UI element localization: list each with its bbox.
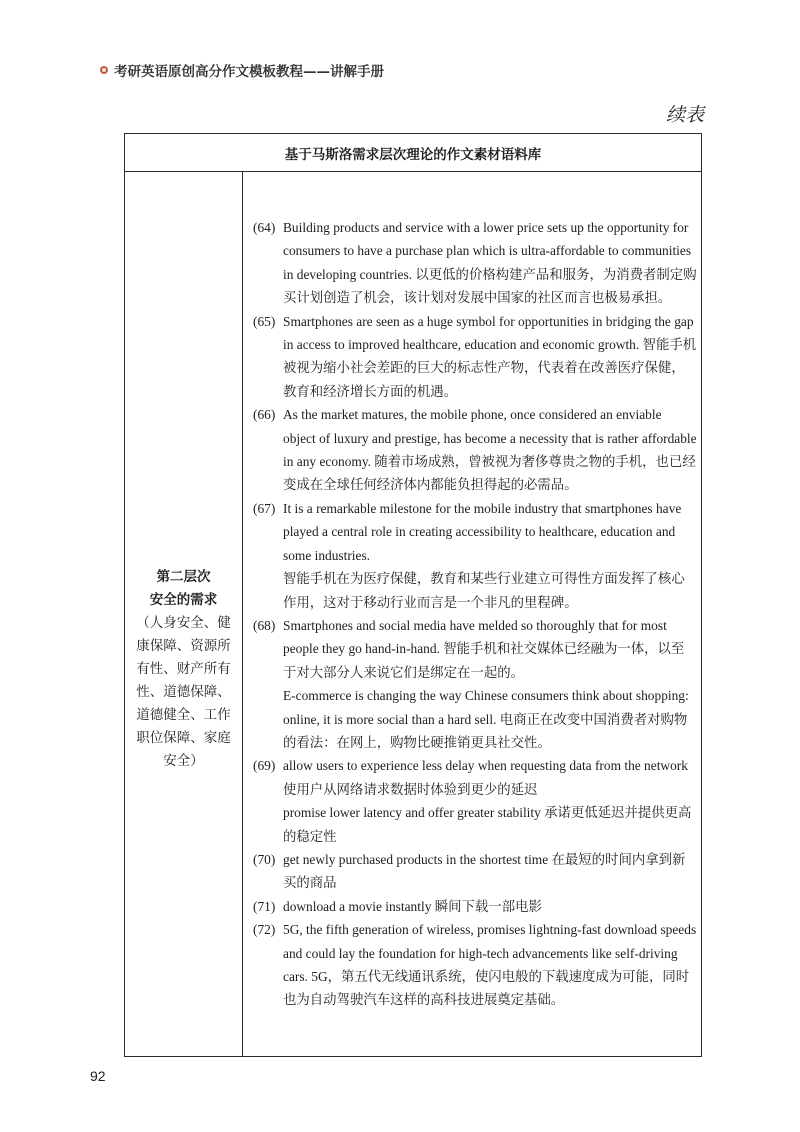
table-title: 基于马斯洛需求层次理论的作文素材语料库 xyxy=(125,134,701,172)
corpus-entry xyxy=(253,614,697,754)
corpus-entry xyxy=(253,310,697,404)
entry-number: (64) xyxy=(253,220,276,235)
entry-text: 智能手机在为医疗保健，教育和某些行业建立可得性方面发挥了核心作用，这对于移动行业而言是一个非凡的里程碑。 xyxy=(283,571,685,610)
bullet-icon xyxy=(100,66,108,74)
level-description: （人身安全、健康保障、资源所有性、财产所有性、道德保障、道德健全、工作职位保障、家庭安全） xyxy=(136,614,231,769)
running-header xyxy=(100,60,384,80)
entry-text: allow users to experience less delay when requesting data from the network 使用户从网络请求数据时体验到更少的延迟 xyxy=(283,758,688,797)
entry-text: It is a remarkable milestone for the mobile industry that smartphones have played a central role in creating accessibility to healthcare, education and some industries. xyxy=(283,500,682,563)
level-cell xyxy=(125,172,243,1056)
entry-number: (70) xyxy=(253,851,276,867)
entry-number: (68) xyxy=(253,617,276,633)
entry-number: (71) xyxy=(253,898,276,914)
corpus-entry xyxy=(253,848,697,895)
entry-text: 5G, the fifth generation of wireless, promises lightning-fast download speeds and could lay the foundation for high-tech advancements like self-driving cars. 5G，第五代无线通讯系统，使闪电般的下载速度成为可能，同时也为自动驾驶汽车这样的高科技进展奠定基础。 xyxy=(283,922,697,1008)
entry-number: (69) xyxy=(253,758,276,774)
entry-text: As the market matures, the mobile phone, once considered an enviable object of luxury and prestige, has become a necessity that is rather affordable in any economy. 随着市场成熟，曾被视为奢侈尊贵之物的手机，也已经变成在全球任何经济体内都能负担得起的必需品。 xyxy=(283,407,697,493)
corpus-entry xyxy=(253,216,697,310)
page-number: 92 xyxy=(90,1068,106,1084)
entry-number: (65) xyxy=(253,313,276,329)
entry-text: Smartphones and social media have melded so thoroughly that for most people they go hand-in-hand. 智能手机和社交媒体已经融为一体，以至于对大部分人来说它们是绑定在一起的。 xyxy=(283,617,685,680)
corpus-entry xyxy=(253,754,697,848)
level-need: 安全的需求 xyxy=(149,591,218,608)
corpus-entry xyxy=(253,918,697,1012)
continued-label: 续表 xyxy=(665,104,704,126)
level-name: 第二层次 xyxy=(156,568,211,585)
entry-text: get newly purchased products in the shortest time 在最短的时间内拿到新买的商品 xyxy=(283,851,686,891)
corpus-entry xyxy=(253,497,697,614)
entry-text: download a movie instantly 瞬间下载一部电影 xyxy=(283,898,542,914)
corpus-entry xyxy=(253,403,697,497)
book-title: 考研英语原创高分作文模板教程——讲解手册 xyxy=(114,64,384,80)
entry-text: Smartphones are seen as a huge symbol for opportunities in bridging the gap in access to improved healthcare, education and economic growth. 智能手机被视为缩小社会差距的巨大的标志性产物，代表着在改善医疗保健，教育和经济增长方面的机遇。 xyxy=(283,313,697,399)
entry-text: promise lower latency and offer greater stability 承诺更低延迟并提供更高的稳定性 xyxy=(283,805,692,844)
entries-cell xyxy=(253,216,697,1012)
entry-text: E-commerce is changing the way Chinese consumers think about shopping: online, it is more social than a hard sell. 电商正在改变中国消费者对购物的看法：在网上，购物比硬推销更具社交性。 xyxy=(283,688,689,750)
entry-text: Building products and service with a lower price sets up the opportunity for consumers to have a purchase plan which is ultra-affordable to communities in developing countries. 以更低的价格构建产品和服务，为消费者制定购买计划创造了机会，该计划对发展中国家的社区而言也极易承担。 xyxy=(283,220,697,306)
corpus-entry xyxy=(253,895,697,918)
corpus-table xyxy=(124,133,702,1057)
entry-number: (66) xyxy=(253,407,276,423)
entry-number: (72) xyxy=(253,922,276,938)
entry-number: (67) xyxy=(253,500,276,516)
